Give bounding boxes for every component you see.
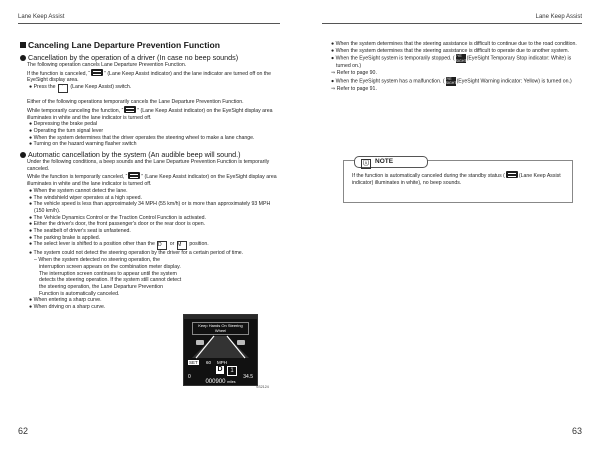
bullet-item: ● The windshield wiper operates at a high speed. [29, 194, 142, 201]
dash-item: – When the system detected no steering operation, the interruption screen appears on the combination meter display. The interruption screen continues to appear until the system detects the steering operation. If the system still cannot detect the steering operation, the Lane Departure Prevention Function is automatically canceled. [34, 257, 182, 297]
meter-top-bar [184, 315, 257, 319]
header-rule-left [18, 23, 280, 24]
round-bullet-icon [20, 55, 26, 61]
running-header-left: Lane Keep Assist [18, 14, 65, 20]
paragraph: The following operation cancels Lane Departure Prevention Function. [27, 62, 187, 68]
page-number-left: 62 [18, 426, 29, 436]
subsection-heading-driver: Cancellation by the operation of a driver (In case no beep sounds) [20, 53, 282, 62]
lane-road-graphic [192, 336, 249, 358]
lane-keep-assist-icon [124, 106, 136, 113]
bullet-item: ● When the system cannot detect the lane. [29, 187, 128, 194]
interruption-message: Keep Hands On Steering Wheel [192, 322, 249, 335]
header-rule-right [322, 23, 582, 24]
note-box [343, 160, 573, 203]
paragraph: While the function is temporarily canceled, “ ” (Lane Keep Assist indicator) on the EyeSight display area illuminates in white and the lane indicator is turned off. [27, 174, 277, 188]
bullet-item: ● The Vehicle Dynamics Control or the Traction Control Function is activated. [29, 214, 206, 221]
paragraph: While temporarily canceling the function, “ ” (Lane Keep Assist indicator) on the EyeSight display area illuminates in white and the lane indicator is turned off. [27, 107, 273, 121]
odometer-readout: 000900 miles [205, 379, 236, 385]
gear-step-indicator: 1 [227, 366, 237, 376]
gear-d-icon: D [157, 241, 167, 250]
bullet-item: ● When entering a sharp curve. [29, 297, 102, 304]
lane-keep-assist-icon [128, 172, 140, 179]
bullet-item: ● When the system determines that the steering assistance is difficult to operate due to another system. [331, 47, 570, 54]
bullet-item: ● Either the driver's door, the front passenger's door or the rear door is open. [29, 221, 206, 228]
page-reference[interactable]: ⇒ Refer to page 90. [331, 70, 377, 77]
paragraph: If the function is canceled, “ ” (Lane Keep Assist indicator) and the lane indicator are turned off on the EyeSight display area. [27, 70, 272, 84]
combination-meter-display [183, 314, 258, 386]
paragraph: Either of the following operations temporarily cancels the Lane Departure Prevention Function. [27, 99, 244, 106]
set-speed-value: 60 [206, 360, 212, 365]
round-bullet-icon [20, 152, 26, 158]
lane-keep-assist-icon [91, 69, 103, 76]
gear-m-icon: M [177, 241, 187, 250]
lane-keep-assist-icon [506, 171, 518, 178]
bullet-item: ● When driving on a sharp curve. [29, 304, 106, 311]
bullet-item: ● Operating the turn signal lever [29, 127, 104, 134]
section-title: Canceling Lane Departure Prevention Function [20, 40, 282, 51]
note-label: ⓘ NOTE [354, 156, 428, 168]
bullet-item: ● Press the ⌒ (Lane Keep Assist) switch. [29, 84, 132, 92]
bullet-item: ● The parking brake is applied. [29, 234, 101, 241]
set-badge: SET [189, 360, 198, 365]
eyesight-warning-icon: EYE SIGHT [444, 76, 457, 86]
subsection-heading-system: Automatic cancellation by the system (An audible beep will sound.) [20, 150, 282, 159]
lane-keep-switch-icon: ⌒ [58, 84, 68, 93]
bullet-item: ● The system could not detect the steering operation by the driver for a certain period of time. [29, 250, 244, 257]
eyesight-temporary-stop-icon: EYE SIGHT [454, 54, 467, 63]
running-header-right: Lane Keep Assist [535, 14, 582, 20]
trip-readout: 0 34.5 [188, 374, 253, 380]
square-bullet-icon [20, 42, 26, 48]
page-reference[interactable]: ⇒ Refer to page 91. [331, 85, 377, 92]
bullet-item: ● The vehicle speed is less than approximately 34 MPH (55 km/h) or is more than approximately 93 MPH (150 km/h). [29, 201, 271, 214]
page-number-right: 63 [571, 426, 582, 436]
bullet-item: ● The seatbelt of driver's seat is unfastened. [29, 228, 131, 235]
figure-code: SS2124 [256, 385, 269, 389]
bullet-item: ● When the EyeSight system has a malfunction. (EYE SIGHT(EyeSight Warning indicator: Yellow) is turned on.) [331, 76, 572, 86]
left-column [20, 40, 282, 311]
note-text: If the function is automatically canceled during the standby status ( (Lane Keep Assist indicator) illuminates in white), no beep sounds. [352, 173, 561, 186]
gear-position-indicator: D [217, 366, 223, 373]
bullet-item: ● When the system determines that the driver operates the steering wheel to make a lane change. [29, 134, 255, 141]
bullet-item: ● The select lever is shifted to a position other than the D or M position. [29, 241, 209, 249]
paragraph: Under the following conditions, a beep sounds and the Lane Departure Prevention Function is temporarily canceled. [27, 159, 270, 172]
bullet-item: ● Turning on the hazard warning flasher switch [29, 141, 137, 148]
bullet-item: ● When the EyeSight system is temporarily stopped. (EYE SIGHT(EyeSight Temporary Stop indicator: White) is turned on.) [331, 54, 572, 70]
right-column [329, 41, 579, 93]
bullet-item: ● When the system determines that the steering assistance is difficult to continue due to the road condition. [331, 41, 577, 47]
bullet-item: ● Depressing the brake pedal [29, 121, 98, 128]
set-speed-unit: MPH [217, 360, 227, 365]
note-icon: ⓘ [362, 161, 369, 167]
